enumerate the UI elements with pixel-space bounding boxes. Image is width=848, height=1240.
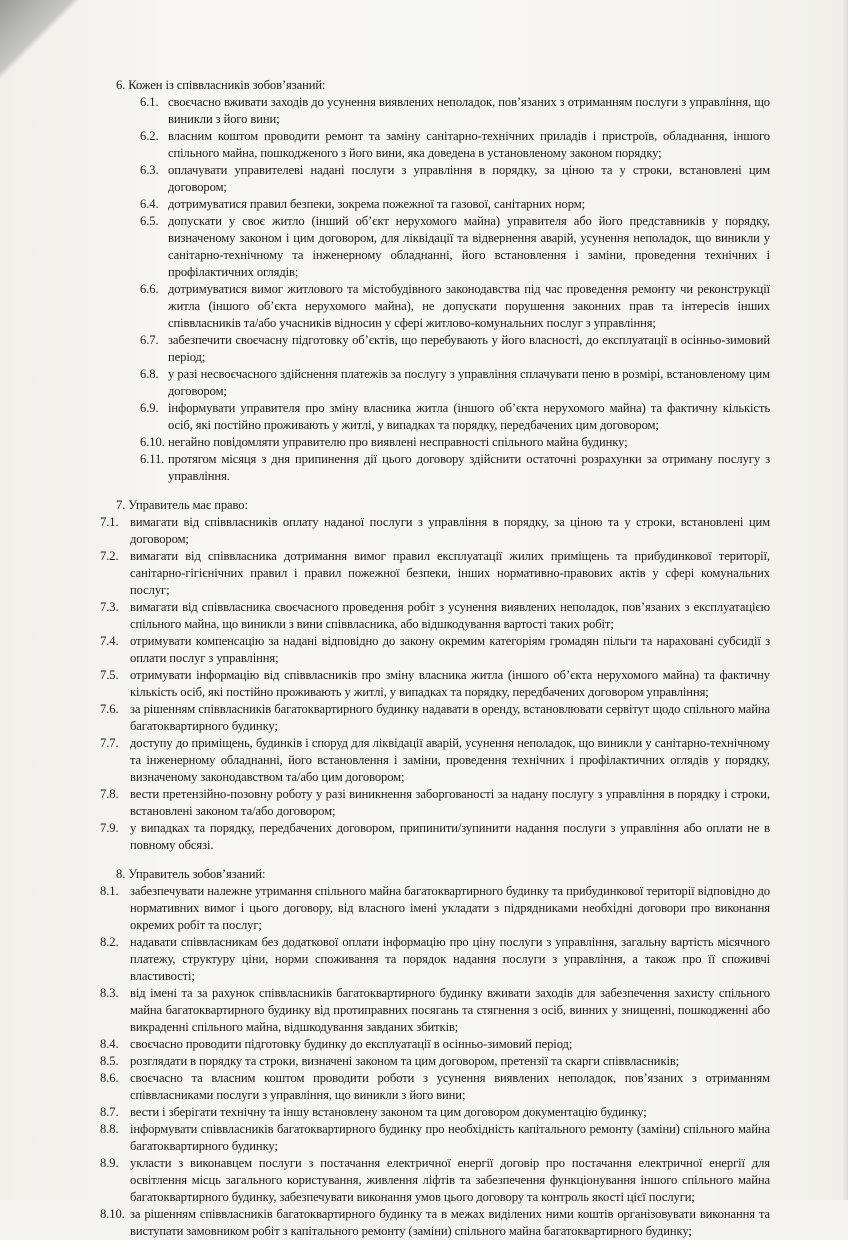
- clause-item: [102, 1036, 770, 1053]
- clause-item: [102, 332, 770, 366]
- clause-number: 6.5.: [140, 214, 159, 228]
- clause-text: вимагати від співвласника своєчасного проведення робіт з усунення виявлених неполадок, пов’язаних з експлуатацією спільного майна, що виникли з вини співвласника, або відшкодування вартості таких робіт;: [130, 600, 770, 631]
- clause-number: 7.1.: [100, 515, 119, 529]
- clause-item: [102, 213, 770, 281]
- clause-text: своєчасно та власним коштом проводити роботи з усунення виявлених неполадок, пов’язаних з отриманням співвласниками послуги з управління, що виникли з його вини;: [130, 1071, 770, 1102]
- clause-item: [102, 735, 770, 786]
- clause-item: [102, 667, 770, 701]
- clause-number: 7.9.: [100, 821, 119, 835]
- clause-text: у випадках та порядку, передбачених договором, припинити/зупинити надання послуги з управління або оплати не в повному обсязі.: [130, 821, 770, 852]
- clause-text: за рішенням співвласників багатоквартирного будинку та в межах виділених ними коштів організовувати виконання та виступати замовником робіт з капітального ремонту (заміни) спільного майна багатоквартирного будинку;: [130, 1207, 770, 1238]
- clause-text: своєчасно проводити підготовку будинку до експлуатації в осінньо-зимовий період;: [130, 1037, 573, 1051]
- clause-item: [102, 1104, 770, 1121]
- clause-item: [102, 196, 770, 213]
- document-body: [102, 77, 770, 1240]
- clause-item: [102, 434, 770, 451]
- section-8-title: 8. Управитель зобов’язаний:: [116, 867, 266, 881]
- clause-item: [102, 820, 770, 854]
- section-7-list: [102, 514, 770, 854]
- clause-text: розглядати в порядку та строки, визначені законом та цим договором, претензії та скарги співвласників;: [130, 1054, 680, 1068]
- clause-item: [102, 281, 770, 332]
- clause-text: оплачувати управителеві надані послуги з управління в порядку, за ціною та у строки, встановлені цим договором;: [168, 163, 770, 194]
- clause-number: 8.3.: [100, 986, 119, 1000]
- clause-number: 7.4.: [100, 634, 119, 648]
- clause-item: [102, 701, 770, 735]
- clause-text: отримувати компенсацію за надані відповідно до закону окремим категоріям громадян пільги та нараховані субсидії з оплати послуг з управління;: [130, 634, 770, 665]
- clause-number: 8.9.: [100, 1156, 119, 1170]
- clause-text: допускати у своє житло (інший об’єкт нерухомого майна) управителя або його представників у порядку, визначеному законом і цим договором, для ліквідації та відвернення аварій, усунення неполадок, що виникли у санітарно-технічному та інженерному обладнанні, його встановлення і заміни, проведення технічних і профілактичних оглядів;: [168, 214, 770, 279]
- clause-number: 6.8.: [140, 367, 159, 381]
- section-6-title: 6. Кожен із співвласників зобов’язаний:: [116, 78, 326, 92]
- clause-item: [102, 985, 770, 1036]
- clause-number: 7.6.: [100, 702, 119, 716]
- clause-text: надавати співвласникам без додаткової оплати інформацію про ціну послуги з управління, загальну вартість місячного платежу, структуру ціни, норми споживання та порядок надання послуги з управління, а також про її споживчі властивості;: [130, 935, 770, 983]
- clause-number: 8.10.: [100, 1207, 125, 1221]
- clause-number: 8.2.: [100, 935, 119, 949]
- clause-item: [102, 400, 770, 434]
- clause-number: 8.1.: [100, 884, 119, 898]
- clause-item: [102, 786, 770, 820]
- clause-item: [102, 599, 770, 633]
- clause-text: вести претензійно-позовну роботу у разі виникнення заборгованості за надану послугу з управління в порядку і строки, встановлені законом та/або договором;: [130, 787, 770, 818]
- clause-number: 7.2.: [100, 549, 119, 563]
- clause-number: 6.2.: [140, 129, 159, 143]
- clause-text: укласти з виконавцем послуги з постачання електричної енергії договір про постачання електричної енергії для освітлення місць загального користування, живлення ліфтів та забезпечення функціонування іншого спільного майна багатоквартирного будинку, забезпечувати виконання умов цього договору та контроль якості цієї послуги;: [130, 1156, 770, 1204]
- clause-item: [102, 451, 770, 485]
- clause-number: 6.6.: [140, 282, 159, 296]
- clause-text: доступу до приміщень, будинків і споруд для ліквідації аварій, усунення неполадок, що виникли у санітарно-технічному та інженерному обладнанні, його встановлення і заміни, проведення технічних і профілактичних оглядів у порядку, визначеному законодавством та/або цим договором;: [130, 736, 770, 784]
- clause-item: [102, 1155, 770, 1206]
- clause-text: своєчасно вживати заходів до усунення виявлених неполадок, пов’язаних з отриманням послуги з управління, що виникли з його вини;: [168, 95, 770, 126]
- clause-item: [102, 548, 770, 599]
- clause-text: протягом місяця з дня припинення дії цього договору здійснити остаточні розрахунки за отриману послугу з управління.: [168, 452, 770, 483]
- clause-number: 6.1.: [140, 95, 159, 109]
- clause-item: [102, 1121, 770, 1155]
- clause-number: 8.7.: [100, 1105, 119, 1119]
- clause-number: 6.4.: [140, 197, 159, 211]
- clause-text: від імені та за рахунок співвласників багатоквартирного будинку вживати заходів для забезпечення захисту спільного майна багатоквартирного будинку від протиправних посягань та стягнення з осіб, винних у знищенні, пошкодженні або викраденні спільного майна, відшкодування завданих збитків;: [130, 986, 770, 1034]
- clause-item: [102, 162, 770, 196]
- clause-item: [102, 128, 770, 162]
- folded-corner: [0, 0, 80, 80]
- clause-text: отримувати інформацію від співвласників про зміну власника житла (іншого об’єкта нерухомого майна) та фактичну кількість осіб, які постійно проживають у житлі, у випадках та порядку, передбачених договором управління;: [130, 668, 770, 699]
- clause-text: у разі несвоєчасного здійснення платежів за послугу з управління сплачувати пеню в розмірі, встановленому цим договором;: [168, 367, 770, 398]
- clause-item: [102, 934, 770, 985]
- clause-text: дотримуватися вимог житлового та містобудівного законодавства під час проведення ремонту чи реконструкції житла (іншого об’єкта нерухомого майна), не допускати порушення законних прав та інтересів інших співвласників та/або учасників відносин у сфері житлово-комунальних послуг з управління;: [168, 282, 770, 330]
- clause-number: 6.9.: [140, 401, 159, 415]
- page-edge: [842, 0, 848, 1200]
- clause-number: 8.4.: [100, 1037, 119, 1051]
- clause-number: 8.8.: [100, 1122, 119, 1136]
- clause-number: 7.7.: [100, 736, 119, 750]
- clause-text: інформувати співвласників багатоквартирного будинку про необхідність капітального ремонту (заміни) спільного майна багатоквартирного будинку;: [130, 1122, 770, 1153]
- clause-number: 8.6.: [100, 1071, 119, 1085]
- clause-number: 8.5.: [100, 1054, 119, 1068]
- clause-text: вести і зберігати технічну та іншу встановлену законом та цим договором документацію будинку;: [130, 1105, 647, 1119]
- clause-text: забезпечити своєчасну підготовку об’єктів, що перебувають у його власності, до експлуатації в осінньо-зимовий період;: [168, 333, 770, 364]
- clause-item: [102, 514, 770, 548]
- clause-text: інформувати управителя про зміну власника житла (іншого об’єкта нерухомого майна) та фактичну кількість осіб, які постійно проживають у житлі, у випадках та порядку, передбачених цим договором;: [168, 401, 770, 432]
- section-7-title: 7. Управитель має право:: [116, 498, 248, 512]
- clause-number: 6.7.: [140, 333, 159, 347]
- clause-number: 6.11.: [140, 452, 165, 466]
- clause-item: [102, 633, 770, 667]
- clause-item: [102, 94, 770, 128]
- clause-item: [102, 1206, 770, 1240]
- clause-text: за рішенням співвласників багатоквартирного будинку надавати в оренду, встановлювати сервітут щодо спільного майна багатоквартирного будинку;: [130, 702, 770, 733]
- section-8-list: [102, 883, 770, 1240]
- clause-item: [102, 883, 770, 934]
- clause-text: вимагати від співвласників оплату наданої послуги з управління в порядку, за ціною та у строки, встановлені цим договором;: [130, 515, 770, 546]
- clause-text: забезпечувати належне утримання спільного майна багатоквартирного будинку та прибудинкової території відповідно до нормативних вимог і цього договору, від власного імені укладати з підрядниками необхідні договори про виконання окремих робіт та послуг;: [130, 884, 770, 932]
- clause-number: 7.5.: [100, 668, 119, 682]
- clause-number: 7.8.: [100, 787, 119, 801]
- clause-text: дотримуватися правил безпеки, зокрема пожежної та газової, санітарних норм;: [168, 197, 586, 211]
- clause-item: [102, 1070, 770, 1104]
- clause-number: 6.3.: [140, 163, 159, 177]
- clause-text: вимагати від співвласника дотримання вимог правил експлуатації жилих приміщень та прибудинкової території, санітарно-гігієнічних правил і правил пожежної безпеки, інших нормативно-правових актів у сфері комунальних послуг;: [130, 549, 770, 597]
- clause-number: 7.3.: [100, 600, 119, 614]
- clause-text: негайно повідомляти управителю про виявлені несправності спільного майна будинку;: [168, 435, 628, 449]
- clause-number: 6.10.: [140, 435, 165, 449]
- clause-item: [102, 366, 770, 400]
- clause-item: [102, 1053, 770, 1070]
- section-6-list: [102, 94, 770, 485]
- clause-text: власним коштом проводити ремонт та заміну санітарно-технічних приладів і пристроїв, обладнання, іншого спільного майна, пошкодженого з його вини, яка доведена в установленому законом порядку;: [168, 129, 770, 160]
